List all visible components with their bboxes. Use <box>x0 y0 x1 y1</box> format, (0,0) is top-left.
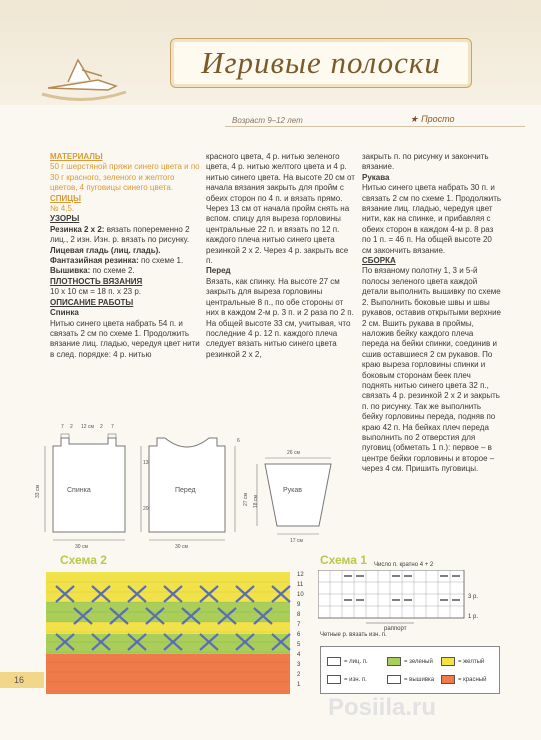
front-dim-20: 20 <box>143 506 149 512</box>
schema1-title: Схема 1 <box>320 553 367 567</box>
schema1-rapport: раппорт <box>384 626 407 632</box>
needles-text: № 4,5. <box>50 204 75 214</box>
title-banner <box>170 38 472 88</box>
row-5: 5 <box>297 642 301 648</box>
materials-heading: МАТЕРИАЛЫ <box>50 152 103 161</box>
legend-box <box>320 646 500 694</box>
rib-label: Резинка 2 х 2: <box>50 224 105 234</box>
difficulty-rating <box>410 114 455 125</box>
legend-yellow-label: = желтый <box>458 658 485 665</box>
row-7: 7 <box>297 622 301 628</box>
back-text: Нитью синего цвета набрать 54 п. и связать 2 см по схеме 1. Продолжить вязание лиц. гладью, чередуя цвет нити в след. порядке: 4 р. нитью <box>50 318 200 359</box>
embroidery-pattern <box>50 266 200 276</box>
schema1-row-3: 3 р. <box>468 594 479 600</box>
row-12: 12 <box>297 572 304 578</box>
back-dim-33: 33 см <box>35 485 41 498</box>
back-shoulder-left <box>61 434 69 438</box>
row-3: 3 <box>297 662 301 668</box>
cross-icon <box>387 675 401 684</box>
age-label: Возраст 9–12 лет <box>232 116 303 125</box>
back-piece-outline <box>53 438 125 532</box>
row-9: 9 <box>297 602 301 608</box>
front-heading: Перед <box>206 266 231 276</box>
front-dim-27: 27 см <box>243 493 249 506</box>
front-text: Вязать, как спинку. На высоте 27 см закрыть для выреза горловины центральные 8 п., по обе стороны от них в каждом 2-м р. 3 п. и 2 раза по 2 п. На общей высоте 33 см, учитывая, что последние 4 р. 12 п. каждого плеча следует вязать нитью синего цвета резинкой 2 х 2, <box>206 276 354 359</box>
schema1-grid <box>318 570 466 626</box>
gauge-text: 10 х 10 см = 18 п. х 23 р. <box>50 287 141 297</box>
back-dim-7-right: 7 <box>111 424 114 430</box>
back-label: Спинка <box>67 487 91 494</box>
page-header <box>0 0 541 105</box>
row-10: 10 <box>297 592 304 598</box>
red-band <box>46 654 290 694</box>
legend-green-label: = зеленый <box>404 658 433 665</box>
stockinette-label: Лицевая гладь (лиц. гладь). <box>50 245 161 255</box>
schema2-title: Схема 2 <box>60 553 107 567</box>
front-label: Перед <box>175 487 196 494</box>
sailboat-logo-icon <box>38 56 130 102</box>
pattern-pieces-diagram <box>35 414 355 549</box>
back-dim-2-left: 2 <box>70 424 73 430</box>
embroidery-label: Вышивка: <box>50 266 91 276</box>
fancy-text: по схеме 1. <box>140 256 184 266</box>
legend-knit <box>327 657 368 666</box>
description-heading: ОПИСАНИЕ РАБОТЫ <box>50 297 134 307</box>
sleeve-label: Рукав <box>283 487 302 494</box>
embroidery-text: по схеме 2. <box>92 266 135 276</box>
rib-pattern <box>50 225 200 246</box>
header-divider <box>225 126 525 127</box>
legend-red-label: = красный <box>458 676 487 683</box>
schema2-grid <box>46 572 292 694</box>
back-dim-2-right: 2 <box>100 424 103 430</box>
assembly-text: По вязаному полотну 1, 3 и 5-й полосы зеленого цвета каждой детали выполнить вышивку по схеме 2. Выполнить боковые швы и швы рукавов, оставив открытыми верхние 2 см. Вшить рукава в проймы, наложив бейку каждого плеча переда на бейки спинки, соединив и сшив оставшиеся 2 см рукавов. По краю выреза горловины спинки и боковым сторонам беек плеч поднять нитью синего цвета 32 п., связать 4 р. резинкой 2 х 2 и закрыть п. по рисунку. Так же выполнить бейку горловины переда, подняв по краю 42 п. На бейках плеч переда выполнить по 2 отверстия для пуговиц (обметать 1 п.): первое – в центре бейки горловины и второе – через 4 см. Пришить пуговицы. <box>362 266 501 474</box>
front-dim-30: 30 см <box>175 544 188 549</box>
patterns-heading: УЗОРЫ <box>50 214 80 224</box>
assembly-heading: СБОРКА <box>362 256 396 266</box>
legend-purl <box>327 675 367 684</box>
legend-yellow <box>441 657 484 666</box>
sleeves-heading: Рукава <box>362 172 390 182</box>
sleeve-piece-outline <box>265 464 331 526</box>
schema1-note: Число п. кратно 4 + 2 <box>374 562 434 568</box>
back-continued-text: красного цвета, 4 р. нитью зеленого цвета, 4 р. нитью желтого цвета и 4 р. нитью синего цвета. На высоте 20 см от начала вязания закрыть для пройм с обеих сторон по 4 п. и вязать прямо. Через 13 см от начала пройм снять на вспом. спицу для выреза горловины центральные 22 п. и вязать по 12 п. каждого плеча нитью синего цвета резинкой 2 х 2. Через 4 р. закрыть все п. <box>206 152 355 266</box>
row-8: 8 <box>297 612 301 618</box>
star-icon: ★ <box>410 114 419 124</box>
difficulty-label: Просто <box>421 114 455 124</box>
rib-text: вязать попеременно 2 лиц., 2 изн. Изн. р. вязать по рисунку. <box>50 224 190 245</box>
back-shoulder-right <box>108 434 116 438</box>
legend-knit-label: = лиц. п. <box>344 658 368 665</box>
gauge-heading: ПЛОТНОСТЬ ВЯЗАНИЯ <box>50 276 143 286</box>
materials-text: 50 г шерстяной пряжи синего цвета и по 30 г красного, зеленого и желтого цветов, 4 пуговицы синего цвета. <box>50 162 200 193</box>
sleeve-dim-26: 26 см <box>287 450 300 456</box>
row-11: 11 <box>297 582 304 588</box>
fancy-label: Фантазийная резинка: <box>50 256 139 266</box>
legend-embroidery <box>387 675 434 684</box>
text-column-3 <box>362 152 502 475</box>
watermark: Posiila.ru <box>328 694 437 721</box>
row-6: 6 <box>297 632 301 638</box>
text-column-1 <box>50 152 200 360</box>
front-piece-outline <box>149 438 225 532</box>
legend-green <box>387 657 433 666</box>
front-dim-13: 13 <box>143 460 149 466</box>
page-number: 16 <box>0 672 44 688</box>
schema1-row-1: 1 р. <box>468 614 479 620</box>
back-heading: Спинка <box>50 308 79 318</box>
row-1: 1 <box>297 682 301 688</box>
page-title: Игривые полоски <box>201 45 441 80</box>
back-dim-30: 30 см <box>75 544 88 549</box>
needles-heading: СПИЦЫ <box>50 193 81 203</box>
legend-red <box>441 675 486 684</box>
sleeve-dim-17: 17 см <box>290 538 303 544</box>
sleeve-dim-18: 18 см <box>253 495 259 508</box>
schema1-even-rows-note: Четные р. вязать изн. п. <box>320 632 387 638</box>
front-dim-6: 6 <box>237 438 240 444</box>
front-continued-text: закрыть п. по рисунку и закончить вязание. <box>362 152 489 172</box>
back-dim-7-left: 7 <box>61 424 64 430</box>
back-dim-12: 12 см <box>81 424 94 430</box>
legend-embroidery-label: = вышивка <box>404 676 435 683</box>
legend-purl-label: = изн. п. <box>344 676 367 683</box>
row-4: 4 <box>297 652 301 658</box>
fancy-pattern <box>50 256 200 266</box>
sleeves-text: Нитью синего цвета набрать 30 п. и связать 2 см по схеме 1. Продолжить вязание лиц. гладью, чередуя цвет нити, как на спинке, и прибавляя с обеих сторон в каждом 4-м р. 8 раз по 1 п. = 46 п. На общей высоте 20 см закончить вязание. <box>362 183 502 255</box>
row-2: 2 <box>297 672 301 678</box>
text-column-2 <box>206 152 356 360</box>
